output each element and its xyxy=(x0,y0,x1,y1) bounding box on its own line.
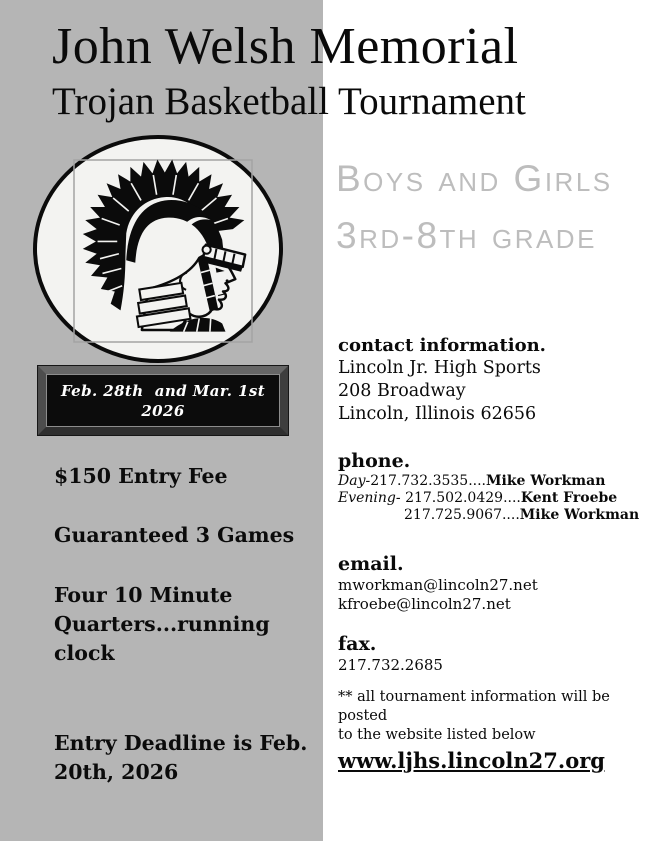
feature-entry-deadline: Entry Deadline is Feb. 20th, 2026 xyxy=(54,731,308,784)
phone-evening-label: Evening- xyxy=(338,490,406,506)
phone-evening-number: 217.502.0429 xyxy=(405,490,504,506)
website-link[interactable]: www.ljhs.lincoln27.org xyxy=(338,748,605,773)
date-plaque xyxy=(38,366,288,435)
phone-day-name: Mike Workman xyxy=(486,473,606,489)
phone-second-evening-line xyxy=(338,507,643,524)
email-address-2: kfroebe@lincoln27.net xyxy=(338,595,511,613)
phone-evening-name: Kent Froebe xyxy=(520,490,618,506)
email-heading: email. xyxy=(338,553,404,575)
website-note-section xyxy=(338,688,643,774)
trojan-head-logo xyxy=(30,131,286,367)
contact-city: Lincoln, Illinois 62656 xyxy=(338,404,537,424)
grade-line-boys-girls: Boys and Girls xyxy=(336,158,613,199)
feature-guaranteed-games: Guaranteed 3 Games xyxy=(54,523,295,547)
grade-heading xyxy=(336,150,646,264)
phone-day-dots: .... xyxy=(468,473,487,489)
fax-number: 217.732.2685 xyxy=(338,656,443,674)
plaque-year: 2026 xyxy=(141,401,185,420)
nostril xyxy=(226,279,229,282)
phone-day-label: Day- xyxy=(338,473,371,489)
website-note-line-1: ** all tournament information will be posted xyxy=(338,689,610,724)
phone-heading: phone. xyxy=(338,450,411,472)
visor-curl xyxy=(203,246,211,254)
feature-quarters: Four 10 Minute Quarters...running clock xyxy=(54,583,270,665)
fax-section xyxy=(338,632,643,675)
website-note-line-2: to the website listed below xyxy=(338,727,536,743)
contact-heading: contact information. xyxy=(338,335,546,356)
feature-entry-fee: $150 Entry Fee xyxy=(54,464,228,488)
grade-line-grades: 3rd-8th grade xyxy=(336,215,597,256)
phone-evening-line xyxy=(338,490,643,507)
page-title: John Welsh Memorial xyxy=(52,18,519,75)
phone-second-dots: .... xyxy=(501,507,520,523)
neck-guard xyxy=(133,282,191,327)
phone-section xyxy=(338,449,643,524)
phone-second-name: Mike Workman xyxy=(519,507,640,523)
contact-section xyxy=(338,334,643,426)
email-section xyxy=(338,552,643,614)
page-subtitle: Trojan Basketball Tournament xyxy=(52,80,526,123)
contact-street: 208 Broadway xyxy=(338,381,466,401)
phone-day-number: 217.732.3535 xyxy=(370,473,469,489)
email-address-1: mworkman@lincoln27.net xyxy=(338,576,538,594)
fax-heading: fax. xyxy=(338,633,377,655)
phone-second-number: 217.725.9067 xyxy=(404,507,502,523)
phone-evening-dots: .... xyxy=(503,490,521,506)
plaque-dates: Feb. 28th and Mar. 1st xyxy=(60,381,266,400)
contact-org: Lincoln Jr. High Sports xyxy=(338,358,541,378)
title-block xyxy=(52,16,632,125)
phone-day-line xyxy=(338,473,643,490)
